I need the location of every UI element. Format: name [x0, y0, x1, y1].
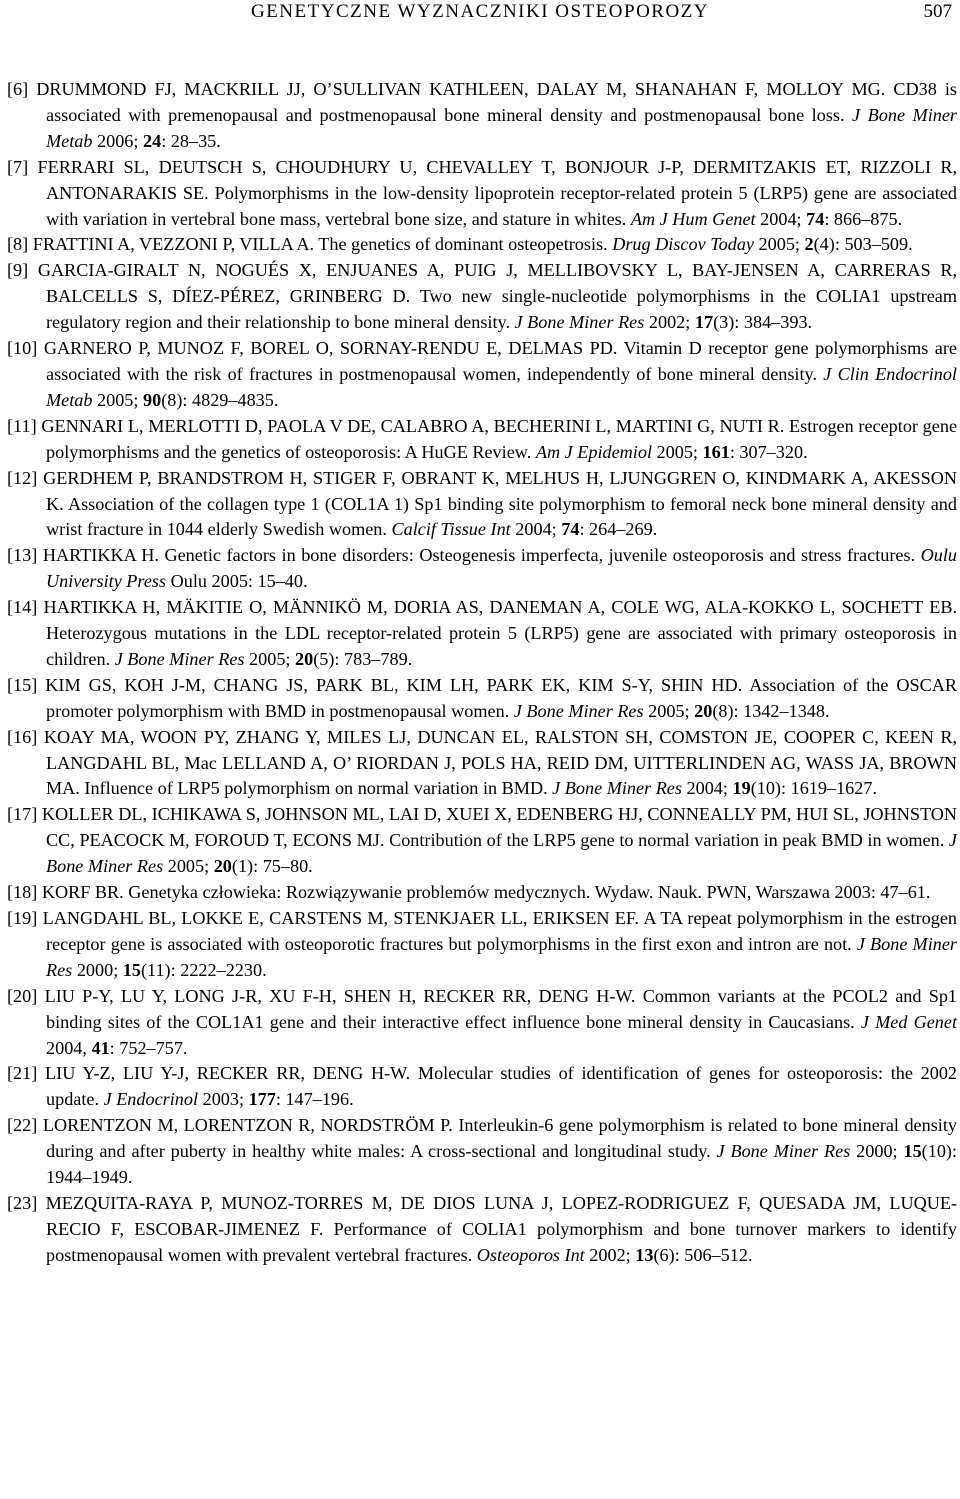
reference-title: Contribution of the LRP5 gene to normal variation in peak BMD in women. [389, 830, 945, 851]
reference-title: Two new single-nucleotide polymorphisms in the COLIA1 upstream regulatory region and their relationship to bone mineral density. [46, 286, 957, 333]
reference-title: CD38 is associated with premenopausal and postmenopausal bone mineral density and postmenopausal bone loss. [46, 79, 957, 125]
reference-authors: FERRARI SL, DEUTSCH S, CHOUDHURY U, CHEVALLEY T, BONJOUR J-P, DERMITZAKIS ET, RIZZOLI R, ANTONARAKIS SE. [37, 156, 957, 203]
reference-pages: : 147–196. [275, 1089, 354, 1110]
reference-number: [19] [7, 908, 38, 928]
reference-authors: LIU P-Y, LU Y, LONG J-R, XU F-H, SHEN H, RECKER RR, DENG H-W. [44, 985, 636, 1006]
running-title: GENETYCZNE WYZNACZNIKI OSTEOPOROZY [250, 1, 710, 22]
reference-title: The genetics of dominant osteopetrosis. [318, 234, 608, 255]
reference-volume: 20 [213, 856, 232, 877]
reference-number: [13] [7, 545, 38, 566]
reference-number: [20] [7, 985, 38, 1006]
reference-journal: Am J Hum Genet [630, 208, 756, 229]
reference-number: [10] [7, 338, 38, 359]
reference-year: 2000; [856, 1141, 898, 1162]
reference-authors: KORF BR. [41, 882, 124, 903]
reference-volume: 2 [804, 234, 814, 255]
reference-year: 2004; [686, 778, 728, 799]
reference-title: Association of the OSCAR promoter polymorphism with BMD in postmenopausal women. [46, 674, 958, 721]
reference-journal: J Bone Miner Res [114, 648, 245, 669]
reference-year: 2002; [589, 1244, 631, 1265]
reference-authors: GENNARI L, MERLOTTI D, PAOLA V DE, CALABRO A, BECHERINI L, MARTINI G, NUTI R. [41, 415, 785, 436]
reference-year: 2005; [249, 648, 291, 669]
reference-volume: 161 [702, 441, 730, 462]
reference-pages: : 384–393. [734, 312, 813, 333]
reference-volume: 24 [143, 130, 162, 151]
reference-pages: : 1619–1627. [781, 778, 877, 799]
reference-pages: : 4829–4835. [182, 389, 279, 410]
reference-year: 2000; [76, 959, 119, 980]
reference-entry [7, 466, 957, 544]
reference-authors: KOLLER DL, ICHIKAWA S, JOHNSON ML, LAI D, XUEI X, EDENBERG HJ, CONNEALLY PM, HUI SL, JOHNSTON CC, PEACOCK M, FOROUD T, ECONS MJ. [41, 804, 957, 851]
reference-number: [18] [7, 882, 38, 903]
reference-number: [14] [7, 597, 38, 618]
reference-journal: J Bone Miner Res [514, 312, 645, 333]
reference-pages: : 752–757. [109, 1037, 188, 1058]
reference-year: 2004; [760, 208, 802, 229]
reference-title: Association of the collagen type 1 (COL1A 1) Sp1 binding site polymorphism to femoral neck bone mineral density and wrist fracture in 1044 elderly Swedish women. [46, 493, 957, 540]
reference-authors: GARNERO P, MUNOZ F, BOREL O, SORNAY-RENDU E, DELMAS PD. [43, 338, 618, 359]
reference-year: 2005; [758, 234, 800, 255]
reference-entry [7, 77, 957, 155]
reference-entry [7, 673, 957, 725]
reference-entry [7, 880, 957, 906]
reference-title: Heterozygous mutations in the LDL receptor-related protein 5 (LRP5) gene are associated with primary osteoporosis in children. [46, 623, 957, 669]
reference-year: 2005; [656, 441, 698, 462]
reference-volume: 74 [561, 519, 580, 540]
reference-journal: J Bone Miner Res [46, 830, 957, 877]
reference-number: [21] [7, 1063, 38, 1084]
reference-journal: J Bone Miner Metab [46, 104, 957, 151]
reference-pages: : 1944–1949. [46, 1141, 958, 1188]
reference-authors: FRATTINI A, VEZZONI P, VILLA A. [32, 234, 315, 255]
reference-pages: : 783–789. [334, 648, 413, 669]
reference-entry [7, 595, 957, 673]
reference-entry [7, 1061, 957, 1113]
reference-year: 2005; [167, 856, 210, 877]
reference-journal: J Endocrinol [103, 1089, 199, 1110]
reference-entry [7, 725, 957, 803]
reference-journal: Osteoporos Int [476, 1244, 585, 1265]
reference-authors: LORENTZON M, LORENTZON R, NORDSTRÖM P. [42, 1115, 453, 1136]
reference-volume: 41 [91, 1037, 110, 1058]
reference-pages: : 28–35. [161, 130, 221, 151]
reference-volume: 13 [635, 1244, 654, 1265]
reference-issue: (6) [653, 1244, 675, 1265]
reference-issue: (8) [161, 389, 183, 410]
reference-journal: Am J Epidemiol [535, 441, 652, 462]
reference-entry [7, 155, 957, 233]
reference-year: 2003; [202, 1089, 245, 1110]
reference-issue: (4) [813, 234, 835, 255]
reference-year: 2004, [46, 1037, 87, 1058]
reference-volume: 15 [122, 959, 141, 980]
reference-number: [23] [7, 1192, 38, 1213]
reference-issue: (3) [713, 312, 735, 333]
reference-authors: GERDHEM P, BRANDSTROM H, STIGER F, OBRANT K, MELHUS H, LJUNGGREN O, KINDMARK A, AKESSON K. [43, 467, 958, 514]
reference-authors: HARTIKKA H, MÄKITIE O, MÄNNIKÖ M, DORIA AS, DANEMAN A, COLE WG, ALA-KOKKO L, SOCHETT EB. [43, 597, 957, 618]
reference-title: Genetyka człowieka: Rozwiązywanie problemów medycznych. Wydaw. Nauk. PWN, Warszawa 2003: 47–61. [128, 882, 931, 903]
reference-volume: 20 [694, 700, 713, 721]
reference-year: 2005; [648, 700, 690, 721]
reference-issue: (1) [231, 856, 254, 877]
reference-entry [7, 1191, 957, 1269]
reference-authors: LANGDAHL BL, LOKKE E, CARSTENS M, STENKJAER LL, ERIKSEN EF. [42, 908, 640, 928]
reference-pages: : 307–320. [729, 441, 808, 462]
reference-volume: 15 [903, 1141, 922, 1162]
reference-authors: KOAY MA, WOON PY, ZHANG Y, MILES LJ, DUNCAN EL, RALSTON SH, COMSTON JE, COOPER C, KEEN R, LANGDAHL BL, Mac LELLAND A, O’ RIORDAN J, POLS HA, REID DM, UITTERLINDEN AG, WASS JA, BROWN MA. [43, 726, 957, 799]
reference-number: [6] [7, 79, 29, 99]
reference-entry [7, 906, 957, 984]
reference-title: A TA repeat polymorphism in the estrogen receptor gene is associated with osteoporotic fractures but polymorphisms in the first exon and intron are not. [46, 908, 957, 954]
reference-number: [12] [7, 467, 38, 488]
reference-pages: : 1342–1348. [733, 700, 830, 721]
reference-pages: : 506–512. [674, 1244, 753, 1265]
reference-pages: : 866–875. [824, 208, 903, 229]
reference-authors: HARTIKKA H. [42, 545, 159, 566]
reference-title: Estrogen receptor gene polymorphisms and the genetics of osteoporosis: A HuGE Review. [46, 415, 958, 462]
reference-entry [7, 232, 957, 258]
reference-volume: 19 [732, 778, 751, 799]
reference-title: Molecular studies of identification of genes for osteoporosis: the 2002 update. [46, 1063, 958, 1110]
reference-entry [7, 336, 957, 414]
reference-journal: J Bone Miner Res [46, 933, 957, 980]
reference-volume: 90 [143, 389, 162, 410]
reference-year: 2006; [97, 130, 139, 151]
reference-authors: GARCIA-GIRALT N, NOGUÉS X, ENJUANES A, PUIG J, MELLIBOVSKY L, BAY-JENSEN A, CARRERAS R, BALCELLS S, DÍEZ-PÉREZ, GRINBERG D. [37, 260, 957, 307]
reference-issue: (8) [712, 700, 734, 721]
reference-title: Influence of LRP5 polymorphism on normal variation in BMD. [84, 778, 548, 799]
reference-year: 2004; [515, 519, 557, 540]
reference-journal: Oulu University Press [46, 545, 958, 592]
reference-entry [7, 1113, 957, 1191]
reference-entry [7, 258, 957, 336]
reference-year: 2002; [648, 312, 691, 333]
reference-title: Interleukin-6 gene polymorphism is related to bone mineral density during and after puberty in healthy white males: A cross-sectional and longitudinal study. [46, 1115, 958, 1162]
reference-title: Vitamin D receptor gene polymorphisms are associated with the risk of fractures in postmenopausal women, independently of bone mineral density. [46, 338, 958, 384]
reference-title: Polymorphisms in the low-density lipoprotein receptor-related protein 5 (LRP5) gene are associated with variation in vertebral bone mass, vertebral bone size, and stature in whites. [46, 182, 957, 229]
page-number: 507 [923, 1, 952, 22]
reference-journal: Calcif Tissue Int [391, 519, 511, 540]
reference-journal: J Bone Miner Res [552, 778, 682, 799]
reference-issue: (10) [921, 1141, 952, 1162]
reference-volume: 20 [295, 648, 314, 669]
reference-journal: J Bone Miner Res [716, 1141, 851, 1162]
reference-number: [9] [7, 260, 29, 281]
reference-pages: : 503–509. [834, 234, 913, 255]
reference-entry [7, 414, 957, 466]
reference-entry [7, 802, 957, 880]
reference-pages: : 2222–2230. [170, 959, 267, 980]
reference-year: Oulu 2005: 15–40. [170, 571, 308, 592]
reference-journal: J Med Genet [860, 1011, 958, 1032]
reference-authors: MEZQUITA-RAYA P, MUNOZ-TORRES M, DE DIOS LUNA J, LOPEZ-RODRIGUEZ F, QUESADA JM, LUQUE-RECIO F, ESCOBAR-JIMENEZ F. [45, 1192, 958, 1239]
reference-journal: J Bone Miner Res [513, 700, 644, 721]
reference-pages: : 264–269. [579, 519, 658, 540]
reference-volume: 74 [806, 208, 825, 229]
reference-title: Genetic factors in bone disorders: Osteogenesis imperfecta, juvenile osteoporosis and stress fractures. [164, 545, 916, 566]
reference-authors: DRUMMOND FJ, MACKRILL JJ, O’SULLIVAN KATHLEEN, DALAY M, SHANAHAN F, MOLLOY MG. [36, 79, 886, 99]
reference-entry [7, 984, 957, 1062]
reference-number: [22] [7, 1115, 38, 1136]
page-header [0, 0, 960, 30]
reference-issue: (11) [140, 959, 171, 980]
reference-entry [7, 543, 957, 595]
reference-journal: J Clin Endocrinol Metab [46, 363, 957, 410]
reference-number: [17] [7, 804, 38, 825]
reference-pages: : 75–80. [253, 856, 313, 877]
reference-number: [15] [7, 674, 38, 695]
reference-title: Performance of COLIA1 polymorphism and bone turnover markers to identify postmenopausal women with prevalent vertebral fractures. [46, 1218, 958, 1265]
reference-title: Common variants at the PCOL2 and Sp1 binding sites of the COL1A1 gene and their interactive effect influence bone mineral density in Caucasians. [46, 985, 958, 1032]
reference-authors: KIM GS, KOH J-M, CHANG JS, PARK BL, KIM LH, PARK EK, KIM S-Y, SHIN HD. [45, 674, 743, 695]
reference-number: [11] [7, 415, 37, 436]
reference-list [7, 77, 957, 1269]
reference-journal: Drug Discov Today [612, 234, 754, 255]
reference-volume: 17 [694, 312, 714, 333]
reference-number: [7] [7, 156, 29, 177]
reference-volume: 177 [248, 1089, 276, 1110]
reference-number: [16] [7, 726, 38, 747]
reference-number: [8] [7, 234, 29, 255]
reference-issue: (10) [750, 778, 781, 799]
reference-year: 2005; [97, 389, 139, 410]
reference-authors: LIU Y-Z, LIU Y-J, RECKER RR, DENG H-W. [45, 1063, 411, 1084]
reference-issue: (5) [313, 648, 335, 669]
